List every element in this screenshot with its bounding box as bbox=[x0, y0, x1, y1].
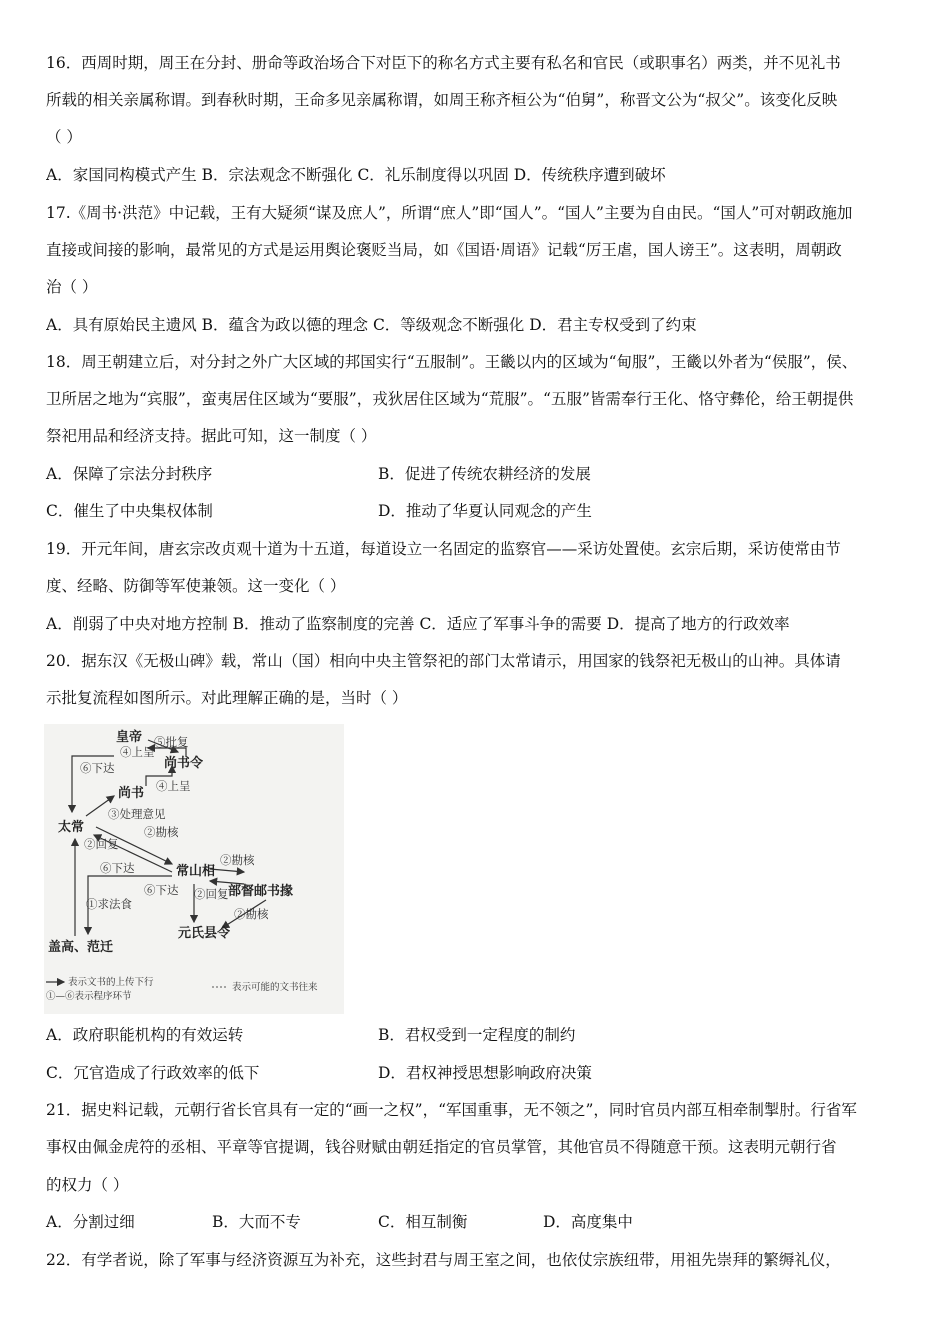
q20-stem-line-2: 示批复流程如图所示。对此理解正确的是，当时（ ） bbox=[46, 689, 408, 707]
node-shangshu: 尚书 bbox=[118, 786, 145, 801]
q18-option-b: B．促进了传统农耕经济的发展 bbox=[378, 465, 591, 483]
q21-option-b: B．大而不专 bbox=[212, 1213, 301, 1231]
q17-stem-line-3: 治（ ） bbox=[46, 278, 98, 296]
q19-stem-line-2: 度、经略、防御等军使兼领。这一变化（ ） bbox=[46, 577, 346, 595]
q20-option-b: B．君权受到一定程度的制约 bbox=[378, 1026, 576, 1044]
q21-stem-line-1: 21．据史料记载，元朝行省长官具有一定的“画一之权”，“军国重事，无不领之”，同时官员内部互相牵制掣肘。行省军 bbox=[46, 1101, 857, 1119]
q22-stem-line-1: 22．有学者说，除了军事与经济资源互为补充，这些封君与周王室之间，也依仗宗族纽带，用祖先崇拜的繁缛礼仪， bbox=[46, 1251, 841, 1269]
q20-stem-line-1: 20．据东汉《无极山碑》载，常山（国）相向中央主管祭祀的部门太常请示，用国家的钱祭祀无极山的山神。具体请 bbox=[46, 652, 841, 670]
label-reply-1: ②回复 bbox=[84, 837, 119, 851]
label-send-down-low: ⑥下达 bbox=[144, 883, 179, 897]
q19-stem-line-1: 19．开元年间，唐玄宗改贞观十道为十五道，每道设立一名固定的监察官——采访处置使。玄宗后期，采访使常由节 bbox=[46, 540, 841, 558]
q20-option-d: D．君权神授思想影响政府决策 bbox=[378, 1064, 592, 1082]
q17-stem-line-2: 直接或间接的影响，最常见的方式是运用舆论褒贬当局，如《国语·周语》记载“厉王虐，国人谤王”。这表明，周朝政 bbox=[46, 241, 842, 259]
q16-options: A．家国同构模式产生 B．宗法观念不断强化 C．礼乐制度得以巩固 D．传统秩序遭到破坏 bbox=[46, 166, 666, 184]
legend-solid: 表示文书的上传下行 bbox=[68, 977, 154, 988]
legend-dashed: 表示可能的文书往来 bbox=[232, 982, 318, 993]
q21-stem-line-2: 事权由佩金虎符的丞相、平章等官提调，钱谷财赋由朝廷指定的官员掌管，其他官员不得随意干预。这表明元朝行省 bbox=[46, 1138, 837, 1156]
arrow-verify-2 bbox=[210, 869, 244, 872]
label-verify-1: ②勘核 bbox=[144, 825, 179, 839]
label-reply-2: ②回复 bbox=[194, 887, 229, 901]
node-emperor: 皇帝 bbox=[116, 730, 143, 745]
q20-option-c: C．冗官造成了行政效率的低下 bbox=[46, 1064, 260, 1082]
q21-stem-line-3: 的权力（ ） bbox=[46, 1176, 129, 1194]
q19-options: A．削弱了中央对地方控制 B．推动了监察制度的完善 C．适应了军事斗争的需要 D．提高了地方的行政效率 bbox=[46, 615, 790, 633]
legend-steps: ①—⑥表示程序环节 bbox=[46, 991, 132, 1002]
node-xianling: 元氏县令 bbox=[178, 926, 231, 941]
label-submit-mid: ④上呈 bbox=[156, 779, 191, 793]
q18-stem-line-2: 卫所居之地为“宾服”，蛮夷居住区域为“要服”，戎狄居住区域为“荒服”。“五服”皆需奉行王化、恪守彝伦，给王朝提供 bbox=[46, 390, 854, 408]
q17-stem-line-1: 17.《周书·洪范》中记载，王有大疑须“谋及庶人”，所谓“庶人”即“国人”。“国人”主要为自由民。“国人”可对朝政施加 bbox=[46, 204, 853, 222]
label-opinion: ③处理意见 bbox=[108, 807, 166, 821]
q16-stem-line-2: 所载的相关亲属称谓。到春秋时期，王命多见亲属称谓，如周王称齐桓公为“伯舅”，称晋文公为“叔父”。该变化反映 bbox=[46, 91, 838, 109]
q18-stem-line-3: 祭祀用品和经济支持。据此可知，这一制度（ ） bbox=[46, 427, 377, 445]
node-petitioners: 盖高、范迁 bbox=[48, 940, 114, 955]
q17-options: A．具有原始民主遗风 B．蕴含为政以德的理念 C．等级观念不断强化 D．君主专权受到了约束 bbox=[46, 316, 697, 334]
q21-option-d: D．高度集中 bbox=[543, 1213, 633, 1231]
node-duyou: 部督邮书掾 bbox=[228, 884, 294, 899]
q18-stem-line-1: 18．周王朝建立后，对分封之外广大区域的邦国实行“五服制”。王畿以内的区域为“甸服”，王畿以外者为“侯服”，侯、 bbox=[46, 353, 858, 371]
node-taichang: 太常 bbox=[58, 820, 85, 835]
label-request: ①求法食 bbox=[86, 897, 132, 911]
node-shangshuling: 尚书令 bbox=[164, 756, 204, 771]
label-verify-2: ②勘核 bbox=[220, 853, 255, 867]
node-changshanxiang: 常山相 bbox=[176, 864, 216, 879]
q18-option-c: C．催生了中央集权体制 bbox=[46, 502, 213, 520]
q16-stem-line-3: （ ） bbox=[46, 128, 82, 146]
approval-flow-diagram bbox=[44, 724, 344, 1014]
q18-option-a: A．保障了宗法分封秩序 bbox=[46, 465, 213, 483]
q21-option-a: A．分割过细 bbox=[46, 1213, 135, 1231]
label-send-down-top: ⑥下达 bbox=[80, 761, 115, 775]
q21-option-c: C．相互制衡 bbox=[378, 1213, 468, 1231]
label-approve: ⑤批复 bbox=[154, 735, 189, 749]
label-send-down-mid: ⑥下达 bbox=[100, 861, 135, 875]
q16-stem-line-1: 16．西周时期，周王在分封、册命等政治场合下对臣下的称名方式主要有私名和官民（或职事名）两类，并不见礼书 bbox=[46, 54, 841, 72]
label-submit-top: ④上呈 bbox=[120, 745, 155, 759]
q18-option-d: D．推动了华夏认同观念的产生 bbox=[378, 502, 592, 520]
q20-option-a: A．政府职能机构的有效运转 bbox=[46, 1026, 244, 1044]
label-verify-3: ②勘核 bbox=[234, 907, 269, 921]
